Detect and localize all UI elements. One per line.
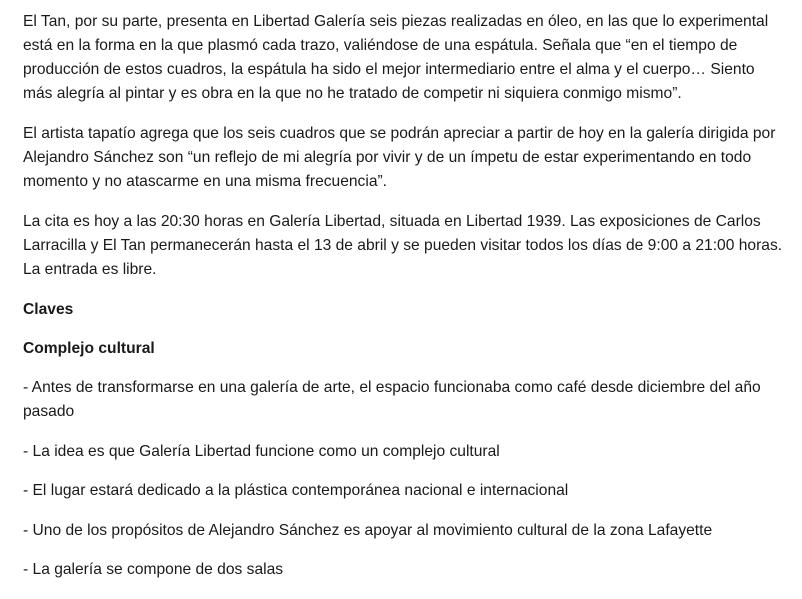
article-body	[23, 10, 783, 598]
subheading-complejo-cultural: Complejo cultural	[23, 340, 155, 357]
bullet-item: - Uno de los propósitos de Alejandro Sánchez es apoyar al movimiento cultural de la zona Lafayette	[23, 521, 713, 539]
paragraph-el-tan: El Tan, por su parte, presenta en Libertad Galería seis piezas realizadas en óleo, en las que lo experimental está en la forma en la que plasmó cada trazo, valiéndose de una espátula. Señala que “en el tiempo de producción de estos cuadros, la espátula ha sido el mejor intermediario entre el alma y el cuerpo… Siento más alegría al pintar y es obra en la que no he tratado de competir ni siquiera conmigo mismo”.	[23, 13, 769, 102]
bullet-item: - La idea es que Galería Libertad funcione como un complejo cultural	[23, 442, 500, 460]
paragraph-artista-tapatio: El artista tapatío agrega que los seis cuadros que se podrán apreciar a partir de hoy en la galería dirigida por Alejandro Sánchez son “un reflejo de mi alegría por vivir y de un ímpetu de estar experimentando en todo momento y no atascarme en una misma frecuencia”.	[23, 125, 776, 190]
bullet-item: - El lugar estará dedicado a la plástica contemporánea nacional e internacional	[23, 482, 569, 499]
paragraph-la-cita: La cita es hoy a las 20:30 horas en Galería Libertad, situada en Libertad 1939. Las exposiciones de Carlos Larracilla y El Tan permanecerán hasta el 13 de abril y se pueden visitar todos los días de 9:00 a 21:00 horas. La entrada es libre.	[23, 213, 783, 278]
bullet-item: - La galería se compone de dos salas	[23, 561, 284, 578]
section-label-claves: Claves	[23, 301, 74, 318]
bullet-item: - Antes de transformarse en una galería de arte, el espacio funcionaba como café desde diciembre del año pasado	[23, 379, 761, 420]
